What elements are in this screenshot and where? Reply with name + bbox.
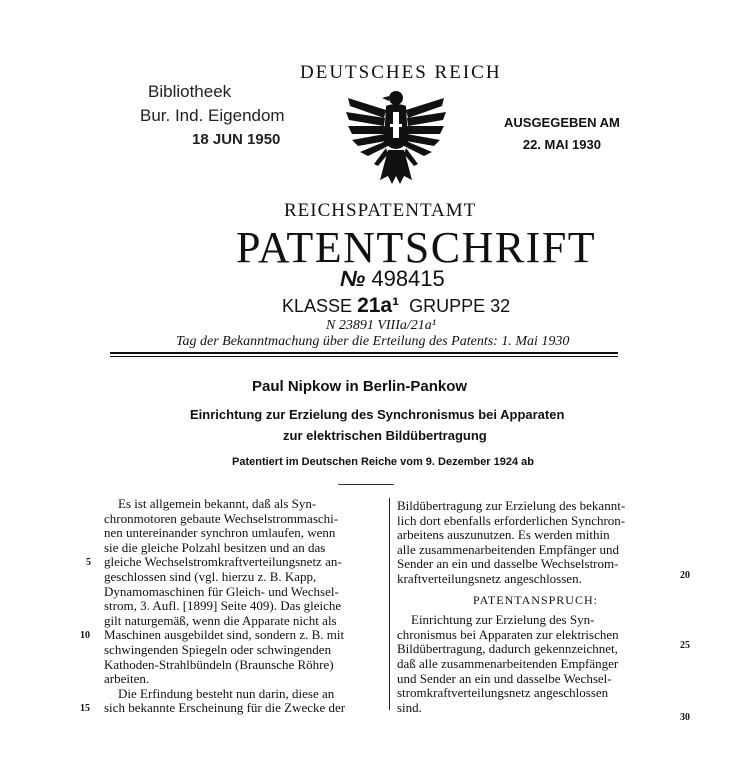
claim-line: und Sender an ein und dasselbe Wechsel- [397, 670, 612, 686]
claim-line: stromkraftverteilungsnetz angeschlossen [397, 685, 609, 701]
office-heading: REICHSPATENTAMT [284, 200, 477, 221]
text-line: nen untereinander synchron umlaufen, wenn [104, 525, 336, 541]
line-number: 20 [680, 570, 690, 581]
text-line: Die Erfindung besteht nun darin, diese an [118, 685, 335, 701]
claim-line: Bildübertragung, dadurch gekennzeichnet, [397, 641, 618, 657]
text-line: sie die gleiche Polzahl besitzen und an das [104, 539, 326, 555]
right-column [397, 499, 674, 715]
column-divider [389, 498, 390, 710]
file-reference: N 23891 VIIIa/21a¹ [326, 318, 436, 333]
text-line: Sender an ein und dasselbe Wechselstrom- [397, 556, 619, 572]
country-heading: DEUTSCHES REICH [300, 62, 502, 83]
text-line: geschlossen sind (vgl. hierzu z. B. Kapp, [104, 568, 317, 584]
line-number: 30 [680, 712, 690, 723]
document-title: PATENTSCHRIFT [236, 223, 597, 272]
patented-note: Patentiert im Deutschen Reiche vom 9. Dezember 1924 ab [232, 456, 535, 468]
claim-line: sind. [397, 699, 422, 715]
eagle-emblem-icon [340, 84, 452, 196]
header-rule [110, 352, 618, 354]
text-line: gleiche Wechselstromkraftverteilungsnetz an- [104, 554, 342, 570]
klasse-label: KLASSE [282, 296, 353, 316]
header-rule-thin [110, 356, 618, 357]
text-line: arbeiten. [104, 671, 150, 687]
text-line: arbeitens auszunutzen. Es werden mithin [397, 527, 610, 543]
text-line: kraftverteilungsnetz angeschlossen. [397, 570, 582, 586]
stamp-line-2: Bur. Ind. Eigendom [140, 106, 285, 125]
publication-note: Tag der Bekanntmachung über die Erteilung des Patents: 1. Mai 1930 [176, 334, 570, 349]
library-stamp [140, 80, 285, 152]
text-line: lich dort ebenfalls erforderlichen Synchron- [397, 512, 626, 528]
left-column [104, 497, 384, 716]
subject-line-1: Einrichtung zur Erzielung des Synchronismus bei Apparaten [190, 407, 565, 422]
subject-line-2: zur elektrischen Bildübertragung [283, 428, 487, 443]
text-line: sich bekannte Erscheinung für die Zwecke der [104, 700, 346, 716]
text-line: Dynamomaschinen für Gleich- und Wechsel- [104, 583, 339, 599]
text-line: Kathoden-Strahlbündeln (Braunsche Röhre) [104, 656, 334, 672]
issued-label: AUSGEGEBEN AM [504, 115, 620, 130]
line-number: 15 [80, 703, 90, 714]
number-sign: № [340, 266, 366, 291]
issued-block [504, 112, 620, 156]
klasse-value: 21a¹ [357, 294, 400, 317]
stamp-date: 18 JUN 1950 [192, 131, 281, 148]
issued-date: 22. MAI 1930 [522, 137, 601, 152]
line-number: 10 [80, 630, 90, 641]
text-line: Es ist allgemein bekannt, daß als Syn- [118, 496, 317, 511]
patent-number [340, 266, 445, 292]
text-line: Maschinen ausgebildet sind, sondern z. B. mit [104, 627, 345, 643]
stamp-line-1: Bibliotheek [148, 82, 232, 101]
text-line: gilt naturgemäß, wenn die Apparate nicht als [104, 612, 337, 628]
claim-line: Einrichtung zur Erzielung des Syn- [411, 612, 595, 628]
patent-number-value: 498415 [371, 266, 445, 291]
gruppe-label: GRUPPE [409, 296, 486, 316]
inventor: Paul Nipkow in Berlin-Pankow [252, 378, 468, 395]
text-line: schwingenden Spiegeln oder schwingenden [104, 641, 332, 657]
claim-line: daß alle zusammenarbeitenden Empfänger [397, 655, 619, 671]
line-number: 25 [680, 640, 690, 651]
text-line: Bildübertragung zur Erzielung des bekannt- [397, 498, 626, 513]
text-line: alle zusammenarbeitenden Empfänger und [397, 541, 619, 557]
classification [282, 294, 510, 318]
claim-header: PATENTANSPRUCH: [473, 592, 598, 607]
section-rule [338, 484, 394, 485]
gruppe-value: 32 [490, 296, 511, 316]
text-line: strom, 3. Aufl. [1899] Seite 409). Das gleiche [104, 598, 342, 614]
line-number: 5 [86, 557, 91, 568]
claim-line: chronismus bei Apparaten zur elektrischen [397, 626, 619, 642]
text-line: chronmotoren gebaute Wechselstrommaschi- [104, 510, 339, 526]
